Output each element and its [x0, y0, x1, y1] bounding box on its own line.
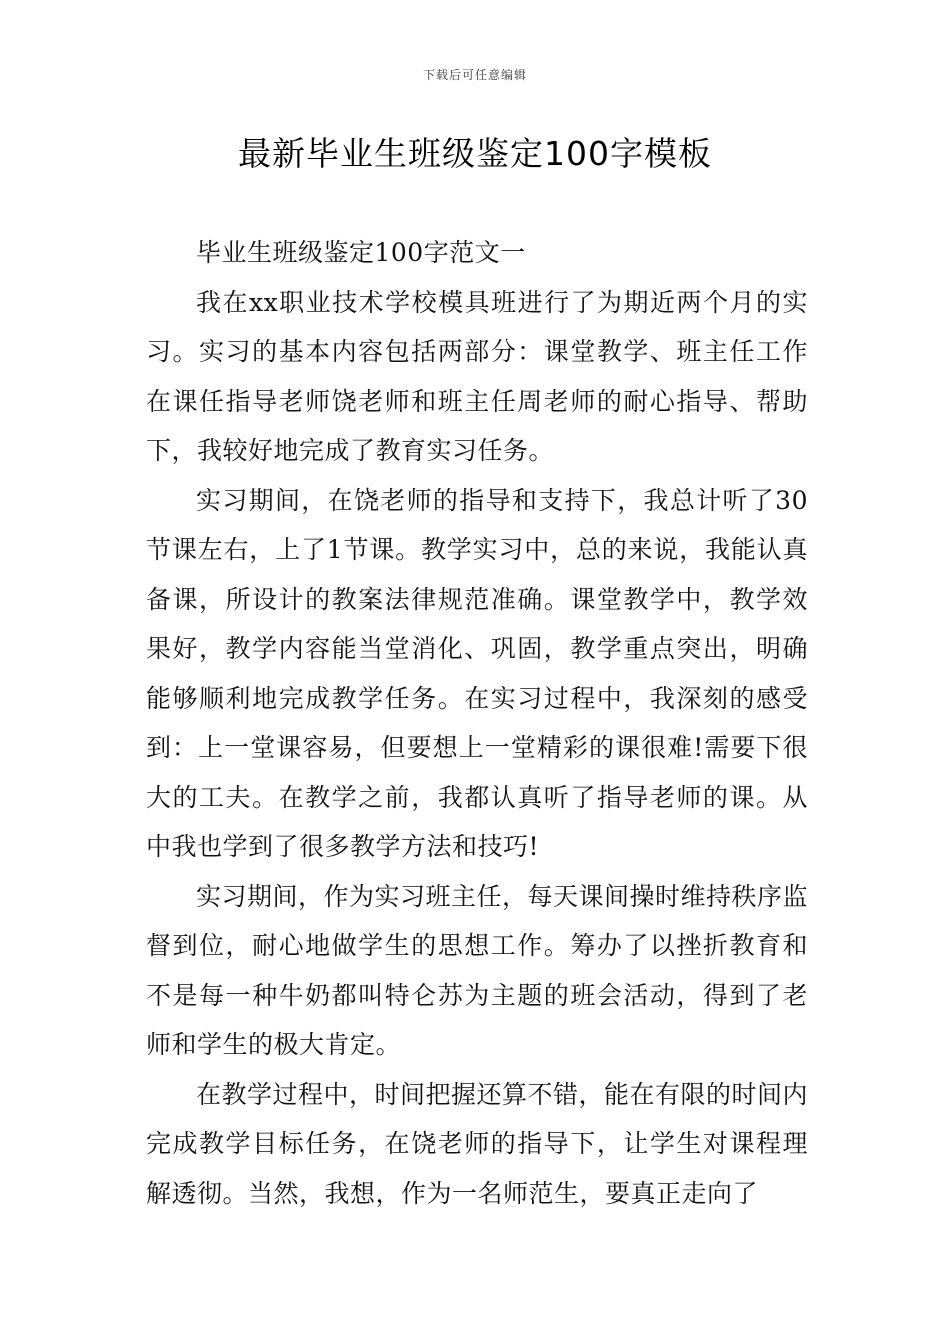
body-paragraph: 我在xx职业技术学校模具班进行了为期近两个月的实习。实习的基本内容包括两部分：课堂教学、班主任工作在课任指导老师饶老师和班主任周老师的耐心指导、帮助下，我较好地完成了教育实习任务。 — [146, 287, 808, 465]
body-paragraph: 实习期间，作为实习班主任，每天课间操时维持秩序监督到位，耐心地做学生的思想工作。筹办了以挫折教育和不是每一种牛奶都叫特仑苏为主题的班会活动，得到了老师和学生的极大肯定。 — [146, 881, 809, 1059]
document-title: 最新毕业生班级鉴定100字模板 — [238, 134, 712, 173]
document-body — [146, 228, 808, 1218]
body-paragraph: 在教学过程中，时间把握还算不错，能在有限的时间内完成教学目标任务，在饶老师的指导下，让学生对课程理解透彻。当然，我想，作为一名师范生，要真正走向了 — [146, 1079, 809, 1208]
subtitle-paragraph: 毕业生班级鉴定100字范文一 — [196, 238, 526, 267]
body-paragraph: 实习期间，在饶老师的指导和支持下，我总计听了30节课左右，上了1节课。教学实习中，总的来说，我能认真备课，所设计的教案法律规范准确。课堂教学中，教学效果好，教学内容能当堂消化、巩固，教学重点突出，明确能够顺利地完成教学任务。在实习过程中，我深刻的感受到：上一堂课容易，但要想上一堂精彩的课很难!需要下很大的工夫。在教学之前，我都认真听了指导老师的课。从中我也学到了很多教学方法和技巧! — [146, 485, 808, 861]
header-note: 下载后可任意编辑 — [422, 68, 527, 82]
